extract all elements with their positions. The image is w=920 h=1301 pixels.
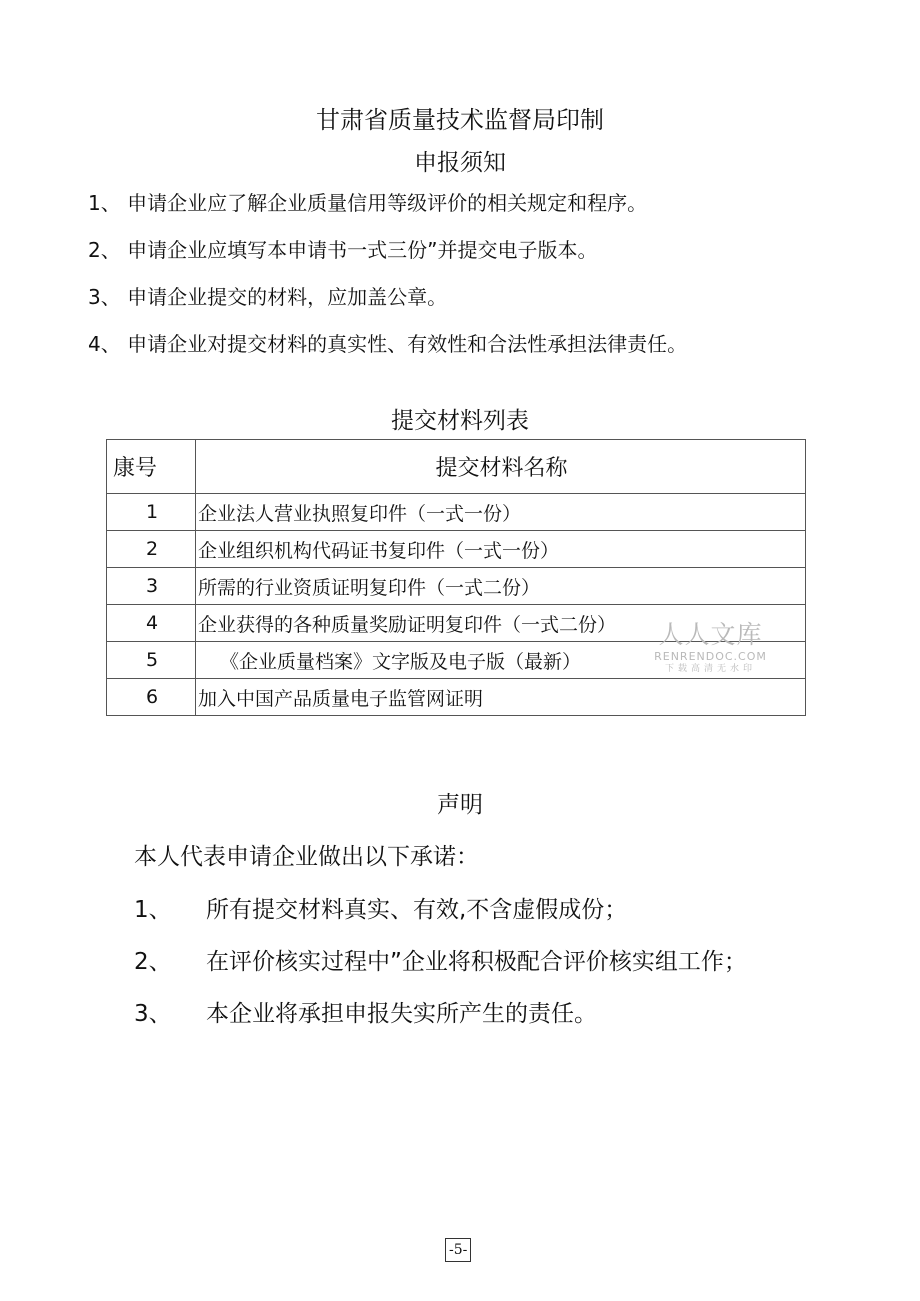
- table-cell-name: 加入中国产品质量电子监管网证明: [196, 679, 806, 716]
- table-cell-no: 6: [107, 679, 196, 716]
- notice-item: 1、 申请企业应了解企业质量信用等级评价的相关规定和程序。: [88, 191, 648, 215]
- declaration-item-text: 在评价核实过程中”企业将积极配合评价核实组工作；: [206, 949, 747, 975]
- page-number: -5-: [445, 1238, 471, 1262]
- table-row: [107, 531, 806, 568]
- table-header-no: 康号: [107, 440, 196, 494]
- notice-list: [88, 186, 687, 374]
- declaration-item-number: 2、: [134, 949, 172, 975]
- table-row: [107, 679, 806, 716]
- notice-item: 2、 申请企业应填写本申请书一式三份”并提交电子版本。: [88, 238, 598, 262]
- declaration-item: [134, 890, 747, 942]
- declaration-item-text: 本企业将承担申报失实所产生的责任。: [206, 1001, 597, 1027]
- table-cell-no: 3: [107, 568, 196, 605]
- watermark: [648, 620, 773, 675]
- declaration-intro: 本人代表申请企业做出以下承诺：: [134, 844, 479, 870]
- declaration-item: [134, 942, 747, 994]
- table-cell-name: 企业组织机构代码证书复印件（一式一份）: [196, 531, 806, 568]
- notice-title: 申报须知: [414, 150, 506, 176]
- declaration-item-text: 所有提交材料真实、有效,不含虚假成份；: [206, 897, 628, 923]
- table-cell-no: 1: [107, 494, 196, 531]
- table-row: [107, 494, 806, 531]
- table-cell-name: 所需的行业资质证明复印件（一式二份）: [196, 568, 806, 605]
- watermark-domain: RENRENDOC.COM: [654, 650, 767, 663]
- notice-item: 3、 申请企业提交的材料，应加盖公章。: [88, 285, 448, 309]
- watermark-subtitle: 下载高清无水印: [664, 664, 756, 674]
- org-title: 甘肃省质量技术监督局印制: [316, 106, 604, 134]
- notice-item: 4、 申请企业对提交材料的真实性、有效性和合法性承担法律责任。: [88, 332, 688, 356]
- declaration-item-number: 3、: [134, 1001, 172, 1027]
- declaration-item-number: 1、: [134, 897, 172, 923]
- table-cell-no: 2: [107, 531, 196, 568]
- table-header-name: 提交材料名称: [196, 440, 806, 494]
- table-row: [107, 568, 806, 605]
- table-cell-name: 企业获得的各种质量奖励证明复印件（一式二份）: [196, 605, 806, 642]
- table-cell-no: 4: [107, 605, 196, 642]
- declaration-list: [134, 890, 747, 1046]
- materials-table-title: 提交材料列表: [391, 408, 529, 434]
- watermark-logo-text: 人人文库: [658, 620, 763, 649]
- declaration-title: 声明: [437, 792, 483, 818]
- table-cell-name: 《企业质量档案》文字版及电子版（最新）: [196, 642, 806, 679]
- table-cell-name: 企业法人营业执照复印件（一式一份）: [196, 494, 806, 531]
- table-cell-no: 5: [107, 642, 196, 679]
- table-header-row: [107, 440, 806, 494]
- declaration-item: [134, 994, 747, 1046]
